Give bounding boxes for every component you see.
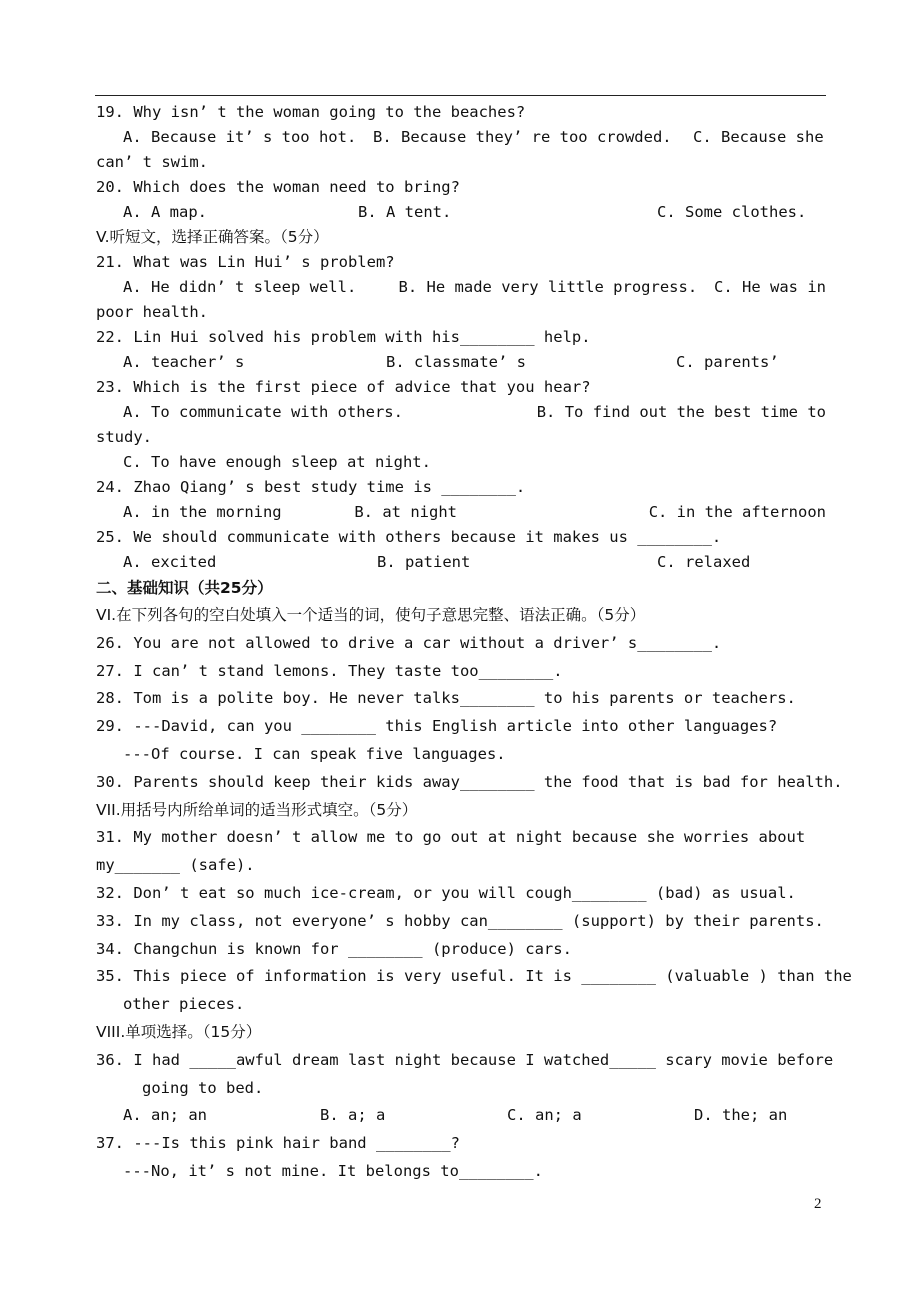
question-24-options	[96, 500, 826, 525]
question-22: 22. Lin Hui solved his problem with his________ help.	[96, 328, 591, 346]
question-25-options	[96, 550, 826, 575]
option-b: B. classmate’ s	[386, 353, 526, 371]
section-v-heading: V.听短文，选择正确答案。（5分）	[96, 228, 329, 246]
option-b: B. A tent.	[358, 203, 452, 221]
option-a: A. He didn’ t sleep well.	[123, 278, 357, 296]
section-vii-heading: VII.用括号内所给单词的适当形式填空。（5分）	[96, 800, 418, 819]
option-a: A. teacher’ s	[123, 353, 245, 371]
option-b: B. He made very little progress.	[398, 278, 698, 296]
option-b: B. To find out the best time to	[536, 403, 826, 421]
question-23: 23. Which is the first piece of advice that you hear?	[96, 378, 591, 396]
question-19: 19. Why isn’ t the woman going to the beaches?	[96, 103, 526, 121]
option-a: A. excited	[123, 553, 217, 571]
question-31-continued: my_______ (safe).	[96, 856, 255, 875]
section-viii-heading: VIII.单项选择。（15分）	[96, 1022, 262, 1041]
question-23-options	[96, 400, 826, 425]
option-a: A. in the morning	[123, 503, 282, 521]
part-two-heading: 二、基础知识（共25分）	[96, 579, 273, 597]
question-36-continued: going to bed.	[142, 1078, 264, 1097]
question-29: 29. ---David, can you ________ this English article into other languages?	[96, 717, 778, 736]
question-35: 35. This piece of information is very useful. It is ________ (valuable ) than the	[96, 967, 852, 986]
question-37-reply: ---No, it’ s not mine. It belongs to________.	[123, 1161, 543, 1180]
question-35-continued: other pieces.	[123, 995, 245, 1014]
option-a: A. an; an	[123, 1106, 207, 1125]
option-c: C. an; a	[507, 1106, 582, 1125]
question-29-reply: ---Of course. I can speak five languages.	[123, 744, 506, 763]
option-c: C. He was in	[714, 278, 826, 296]
option-a: A. A map.	[123, 203, 207, 221]
question-34: 34. Changchun is known for ________ (produce) cars.	[96, 939, 572, 958]
header-rule	[95, 95, 826, 96]
option-c: C. To have enough sleep at night.	[123, 453, 431, 471]
page-number: 2	[814, 1196, 822, 1212]
question-27: 27. I can’ t stand lemons. They taste too________.	[96, 661, 563, 680]
option-c-continued: can’ t swim.	[96, 153, 208, 171]
question-19-options	[96, 125, 826, 150]
question-26: 26. You are not allowed to drive a car without a driver’ s________.	[96, 633, 722, 652]
question-33: 33. In my class, not everyone’ s hobby can________ (support) by their parents.	[96, 911, 824, 930]
question-24: 24. Zhao Qiang’ s best study time is ________.	[96, 478, 526, 496]
option-a: A. To communicate with others.	[123, 403, 403, 421]
option-d: D. the; an	[694, 1106, 788, 1125]
question-28: 28. Tom is a polite boy. He never talks________ to his parents or teachers.	[96, 689, 796, 708]
question-25: 25. We should communicate with others because it makes us ________.	[96, 528, 722, 546]
option-b: B. at night	[354, 503, 457, 521]
section-vi-heading: VI.在下列各句的空白处填入一个适当的词，使句子意思完整、语法正确。（5分）	[96, 606, 646, 624]
option-c: C. Because she	[693, 128, 824, 146]
question-37: 37. ---Is this pink hair band ________?	[96, 1134, 460, 1153]
question-21-options	[96, 275, 826, 300]
question-31: 31. My mother doesn’ t allow me to go out at night because she worries about	[96, 828, 806, 847]
exam-content	[96, 100, 852, 1186]
option-b: B. Because they’ re too crowded.	[373, 128, 672, 146]
option-b: B. a; a	[320, 1106, 386, 1125]
question-30: 30. Parents should keep their kids away________ the food that is bad for health.	[96, 772, 843, 791]
option-a: A. Because it’ s too hot.	[123, 128, 357, 146]
question-32: 32. Don’ t eat so much ice-cream, or you will cough________ (bad) as usual.	[96, 883, 796, 902]
option-b: B. patient	[377, 553, 471, 571]
question-36: 36. I had _____awful dream last night because I watched_____ scary movie before	[96, 1050, 834, 1069]
option-c-continued: poor health.	[96, 303, 208, 321]
option-c: C. parents’	[676, 353, 779, 371]
option-b-continued: study.	[96, 428, 152, 446]
option-c: C. in the afternoon	[648, 503, 826, 521]
option-c: C. relaxed	[657, 553, 751, 571]
option-c: C. Some clothes.	[657, 203, 807, 221]
question-22-options	[96, 350, 826, 375]
question-20: 20. Which does the woman need to bring?	[96, 178, 460, 196]
question-36-options	[96, 1102, 826, 1130]
question-20-options	[96, 200, 826, 225]
question-21: 21. What was Lin Hui’ s problem?	[96, 253, 395, 271]
